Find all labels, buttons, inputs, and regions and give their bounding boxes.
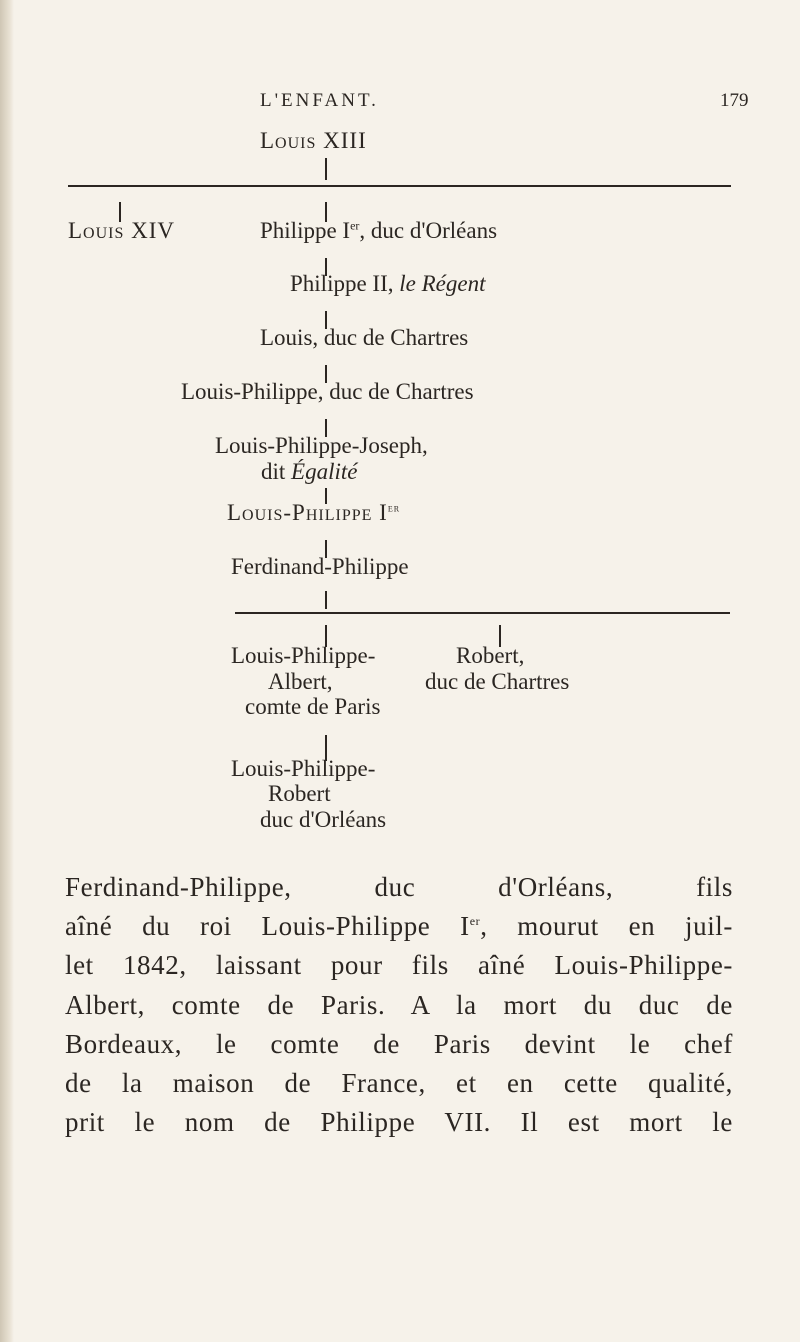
tree-egalite: dit Égalité xyxy=(261,459,358,484)
tree-louis-philippe-robert-line1: Louis-Philippe- xyxy=(231,756,376,781)
tree-louis-philippe-robert-line2: Robert xyxy=(268,781,331,806)
tree-connector xyxy=(325,591,327,609)
tree-louis-philippe-albert-line3: comte de Paris xyxy=(245,694,381,719)
tree-connector xyxy=(325,158,327,180)
body-line: prit le nom de Philippe VII. Il est mort le xyxy=(65,1107,733,1138)
tree-louis-philippe-duc-de-chartres: Louis-Philippe, duc de Chartres xyxy=(181,379,474,404)
tree-branch-line xyxy=(68,185,731,187)
body-line: Albert, comte de Paris. A la mort du duc de xyxy=(65,989,733,1020)
page-number: 179 xyxy=(720,90,749,111)
tree-louis-philippe-robert-line3: duc d'Orléans xyxy=(260,807,387,832)
tree-louis-duc-de-chartres: Louis, duc de Chartres xyxy=(260,325,469,350)
running-head-title: L'ENFANT. xyxy=(260,90,379,111)
tree-louis-philippe-joseph: Louis-Philippe-Joseph, xyxy=(215,433,428,458)
tree-root-louis-xiii: Louis XIII xyxy=(260,128,367,153)
tree-louis-xiv: Louis XIV xyxy=(68,218,176,243)
body-line: aîné du roi Louis-Philippe Ier, mourut en juil- xyxy=(65,911,733,942)
tree-philippe-ii: Philippe II, le Régent xyxy=(290,271,486,296)
body-paragraph xyxy=(65,868,733,1142)
tree-louis-philippe-albert-line1: Louis-Philippe- xyxy=(231,643,376,668)
body-line: let 1842, laissant pour fils aîné Louis-Philippe- xyxy=(65,950,733,981)
body-line: de la maison de France, et en cette qualité, xyxy=(65,1068,733,1099)
body-line: Ferdinand-Philippe, duc d'Orléans, fils xyxy=(65,872,733,902)
tree-louis-philippe-albert-line2: Albert, xyxy=(268,669,333,694)
tree-louis-philippe-i: Louis-Philippe Ier xyxy=(227,500,401,525)
tree-robert-line1: Robert, xyxy=(456,643,525,668)
tree-branch-line xyxy=(235,612,730,614)
tree-robert-line2: duc de Chartres xyxy=(425,669,570,694)
page-binding-shadow xyxy=(0,0,14,1342)
tree-philippe-i: Philippe Ier, duc d'Orléans xyxy=(260,218,498,243)
tree-ferdinand-philippe: Ferdinand-Philippe xyxy=(231,554,409,579)
body-line: Bordeaux, le comte de Paris devint le chef xyxy=(65,1028,733,1059)
